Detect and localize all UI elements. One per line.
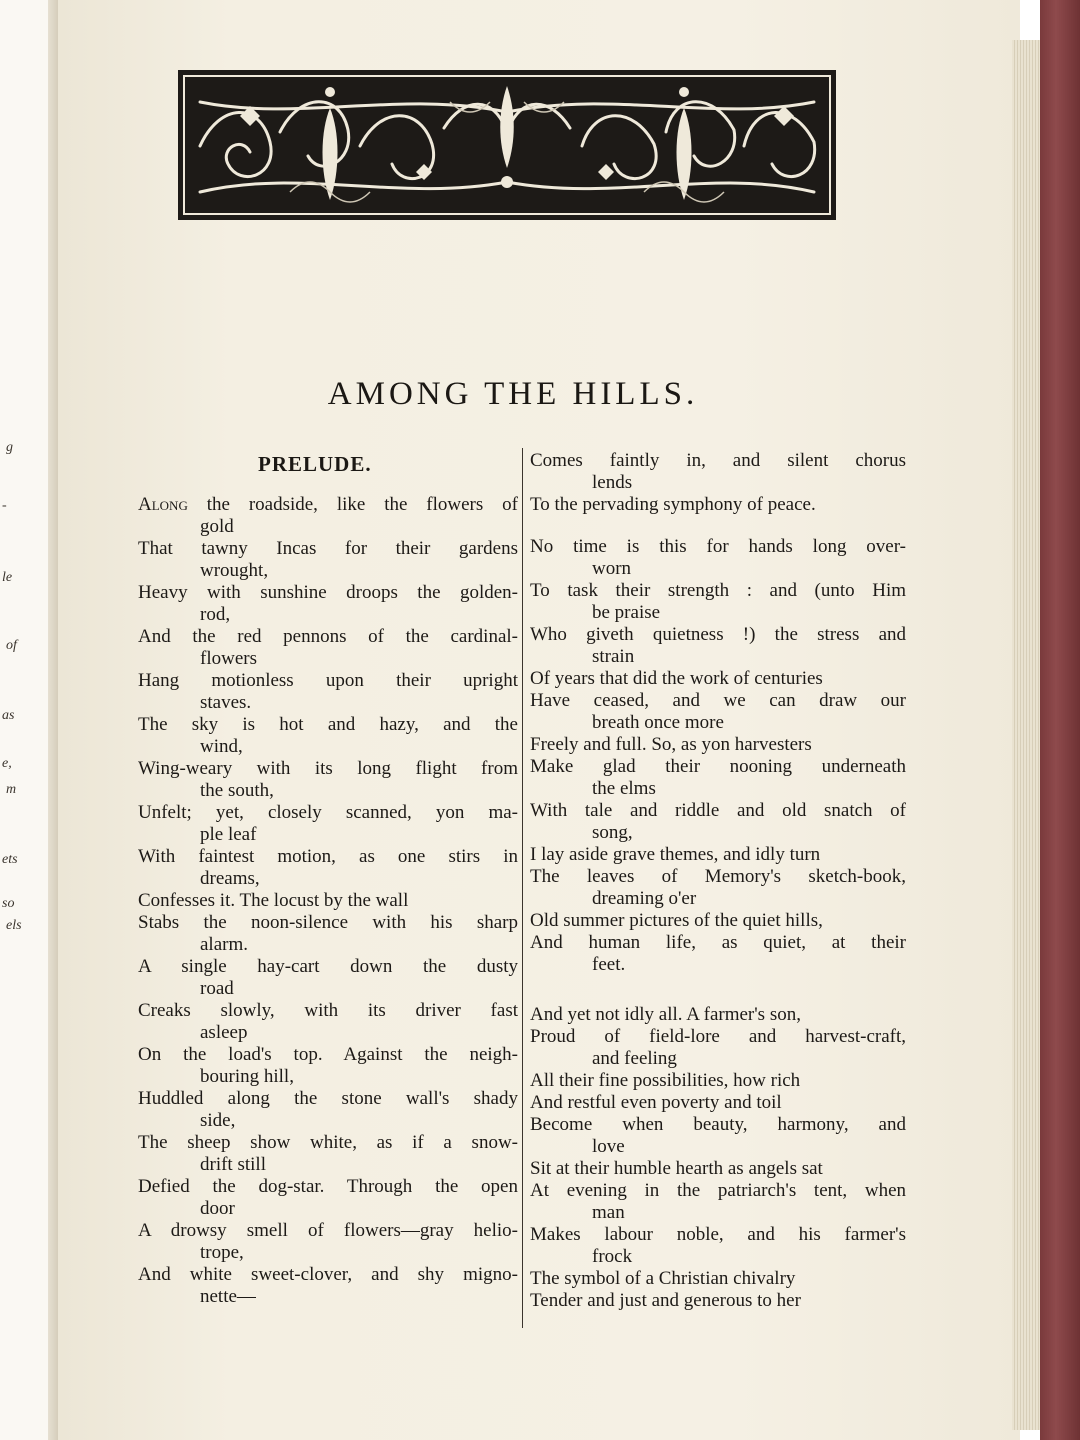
right-verse-column [530,450,906,1312]
verse-line [530,450,906,494]
verse-line [138,846,518,890]
poem-title: AMONG THE HILLS. [327,376,699,412]
verse-line [530,756,906,800]
verse-turnover: side, [200,1110,236,1131]
verse-turnover: nette— [200,1286,256,1307]
verse-turnover: dreaming o'er [592,888,697,909]
verse-line-text: Hang motionless upon their upright [138,670,518,691]
verse-line-text: Confesses it. The locust by the wall [138,890,409,911]
facing-page-fragment: as [2,708,15,723]
facing-page-fragment: ets [2,852,18,867]
verse-line [530,866,906,910]
facing-page-fragment: e, [2,756,12,771]
verse-line [138,1088,518,1132]
verse-line [138,1132,518,1176]
verse-turnover: dreams, [200,868,260,889]
verse-line [138,538,518,582]
verse-turnover: asleep [200,1022,248,1043]
stanza-break [530,976,906,1004]
verse-line [530,800,906,844]
facing-page-fragment: g [6,440,13,455]
verse-turnover: frock [592,1246,633,1267]
verse-turnover: ple leaf [200,824,257,845]
verse-line-text: With faintest motion, as one stirs in [138,846,518,867]
verse-line-text: Stabs the noon-silence with his sharp [138,912,518,933]
verse-line-text: Comes faintly in, and silent chorus [530,450,906,471]
verse-turnover: trope, [200,1242,244,1263]
facing-page-fragment: so [2,896,15,911]
verse-line-text: Old summer pictures of the quiet hills, [530,910,823,931]
verse-line-text: The leaves of Memory's sketch-book, [530,866,906,887]
verse-line-text: No time is this for hands long over- [530,536,906,557]
verse-line [530,844,906,866]
verse-line [530,1224,906,1268]
facing-page-fragment: m [6,782,17,797]
verse-line-text: I lay aside grave themes, and idly turn [530,844,821,865]
verse-turnover: alarm. [200,934,249,955]
verse-turnover: be praise [592,602,661,623]
verse-line-text: A single hay-cart down the dusty [138,956,518,977]
verse-line-text: A drowsy smell of flowers—gray helio- [138,1220,518,1241]
verse-line [138,670,518,714]
verse-line-text: And the red pennons of the cardinal- [138,626,518,647]
verse-turnover: love [592,1136,625,1157]
stanza-break [530,516,906,536]
verse-line-text [138,494,518,516]
ornamental-headpiece-icon [178,70,836,220]
verse-line-text: All their fine possibilities, how rich [530,1070,801,1091]
verse-line [530,580,906,624]
verse-line-text: At evening in the patriarch's tent, when [530,1180,906,1201]
verse-turnover: flowers [200,648,257,669]
verse-turnover: the south, [200,780,274,801]
drop-word: Along [138,494,188,515]
left-verse-column [138,494,518,1308]
verse-line-text: Wing-weary with its long flight from [138,758,518,779]
verse-turnover: lends [592,472,633,493]
verse-line [138,802,518,846]
verse-line-text: Creaks slowly, with its driver fast [138,1000,518,1021]
verse-turnover: road [200,978,234,999]
verse-line [530,734,906,756]
verse-turnover: feet. [592,954,626,975]
verse-line [138,912,518,956]
verse-turnover: staves. [200,692,252,713]
verse-line [530,1004,906,1026]
verse-line-text: Become when beauty, harmony, and [530,1114,906,1135]
verse-turnover: strain [592,646,635,667]
verse-line [138,494,518,538]
verse-line [530,536,906,580]
verse-line-text: Sit at their humble hearth as angels sat [530,1158,823,1179]
facing-page-fragment: - [2,498,7,513]
verse-line [138,1044,518,1088]
facing-page-fragment: els [6,918,22,933]
verse-line-text: And yet not idly all. A farmer's son, [530,1004,801,1025]
verse-turnover: gold [200,516,234,537]
verse-line [530,690,906,734]
verse-line-text: The sheep show white, as if a snow- [138,1132,518,1153]
verse-turnover: wind, [200,736,243,757]
verse-turnover: door [200,1198,235,1219]
verse-line-text: And restful even poverty and toil [530,1092,782,1113]
verse-line [530,1180,906,1224]
verse-line [138,1176,518,1220]
verse-line-text: Tender and just and generous to her [530,1290,801,1311]
verse-line [138,758,518,802]
verse-line [138,714,518,758]
verse-line [530,494,906,516]
verse-line [530,1026,906,1070]
verse-line-text: Huddled along the stone wall's shady [138,1088,518,1109]
verse-line [530,1114,906,1158]
verse-line-text: Heavy with sunshine droops the golden- [138,582,518,603]
verse-line-text: Proud of field-lore and harvest-craft, [530,1026,906,1047]
verse-line-text: Defied the dog-star. Through the open [138,1176,518,1197]
book-cover [1040,0,1080,1440]
verse-line-text: The sky is hot and hazy, and the [138,714,518,735]
verse-line [530,1070,906,1092]
verse-turnover: bouring hill, [200,1066,294,1087]
verse-line-text: Of years that did the work of centuries [530,668,823,689]
verse-line-text: To the pervading symphony of peace. [530,494,816,515]
verse-line-text: Freely and full. So, as yon harvesters [530,734,812,755]
verse-line [530,1158,906,1180]
verse-line-text: The symbol of a Christian chivalry [530,1268,796,1289]
verse-turnover: breath once more [592,712,724,733]
verse-turnover: drift still [200,1154,266,1175]
verse-line-text: Unfelt; yet, closely scanned, yon ma- [138,802,518,823]
verse-line [530,932,906,976]
verse-turnover: man [592,1202,625,1223]
column-divider [522,448,523,1328]
verse-turnover: rod, [200,604,231,625]
verse-turnover: the elms [592,778,656,799]
verse-line [530,1290,906,1312]
verse-line-text: Who giveth quietness !) the stress and [530,624,906,645]
section-heading: PRELUDE. [258,452,372,476]
verse-turnover: wrought, [200,560,269,581]
verse-line [138,1220,518,1264]
verse-turnover: song, [592,822,633,843]
verse-line-text: That tawny Incas for their gardens [138,538,518,559]
verse-line-text: On the load's top. Against the neigh- [138,1044,518,1065]
verse-line [138,890,518,912]
verse-turnover: and feeling [592,1048,677,1069]
facing-page-fragment: le [2,570,13,585]
verse-line-text: Make glad their nooning underneath [530,756,906,777]
verse-line-text: Makes labour noble, and his farmer's [530,1224,906,1245]
verse-line [138,1000,518,1044]
verse-turnover: worn [592,558,632,579]
verse-line [138,956,518,1000]
verse-line-text: With tale and riddle and old snatch of [530,800,906,821]
verse-line-text: Have ceased, and we can draw our [530,690,906,711]
verse-line [530,910,906,932]
facing-page-fragment: of [6,638,17,653]
verse-line-text: And human life, as quiet, at their [530,932,906,953]
verse-line [530,668,906,690]
verse-line-rest: the roadside, like the flowers of [187,494,518,515]
verse-line-text: To task their strength : and (unto Him [530,580,906,601]
verse-line [138,1264,518,1308]
verse-line [138,626,518,670]
verse-line [530,1092,906,1114]
verse-line [530,1268,906,1290]
verse-line [138,582,518,626]
verse-line [530,624,906,668]
verse-line-text: And white sweet-clover, and shy migno- [138,1264,518,1285]
